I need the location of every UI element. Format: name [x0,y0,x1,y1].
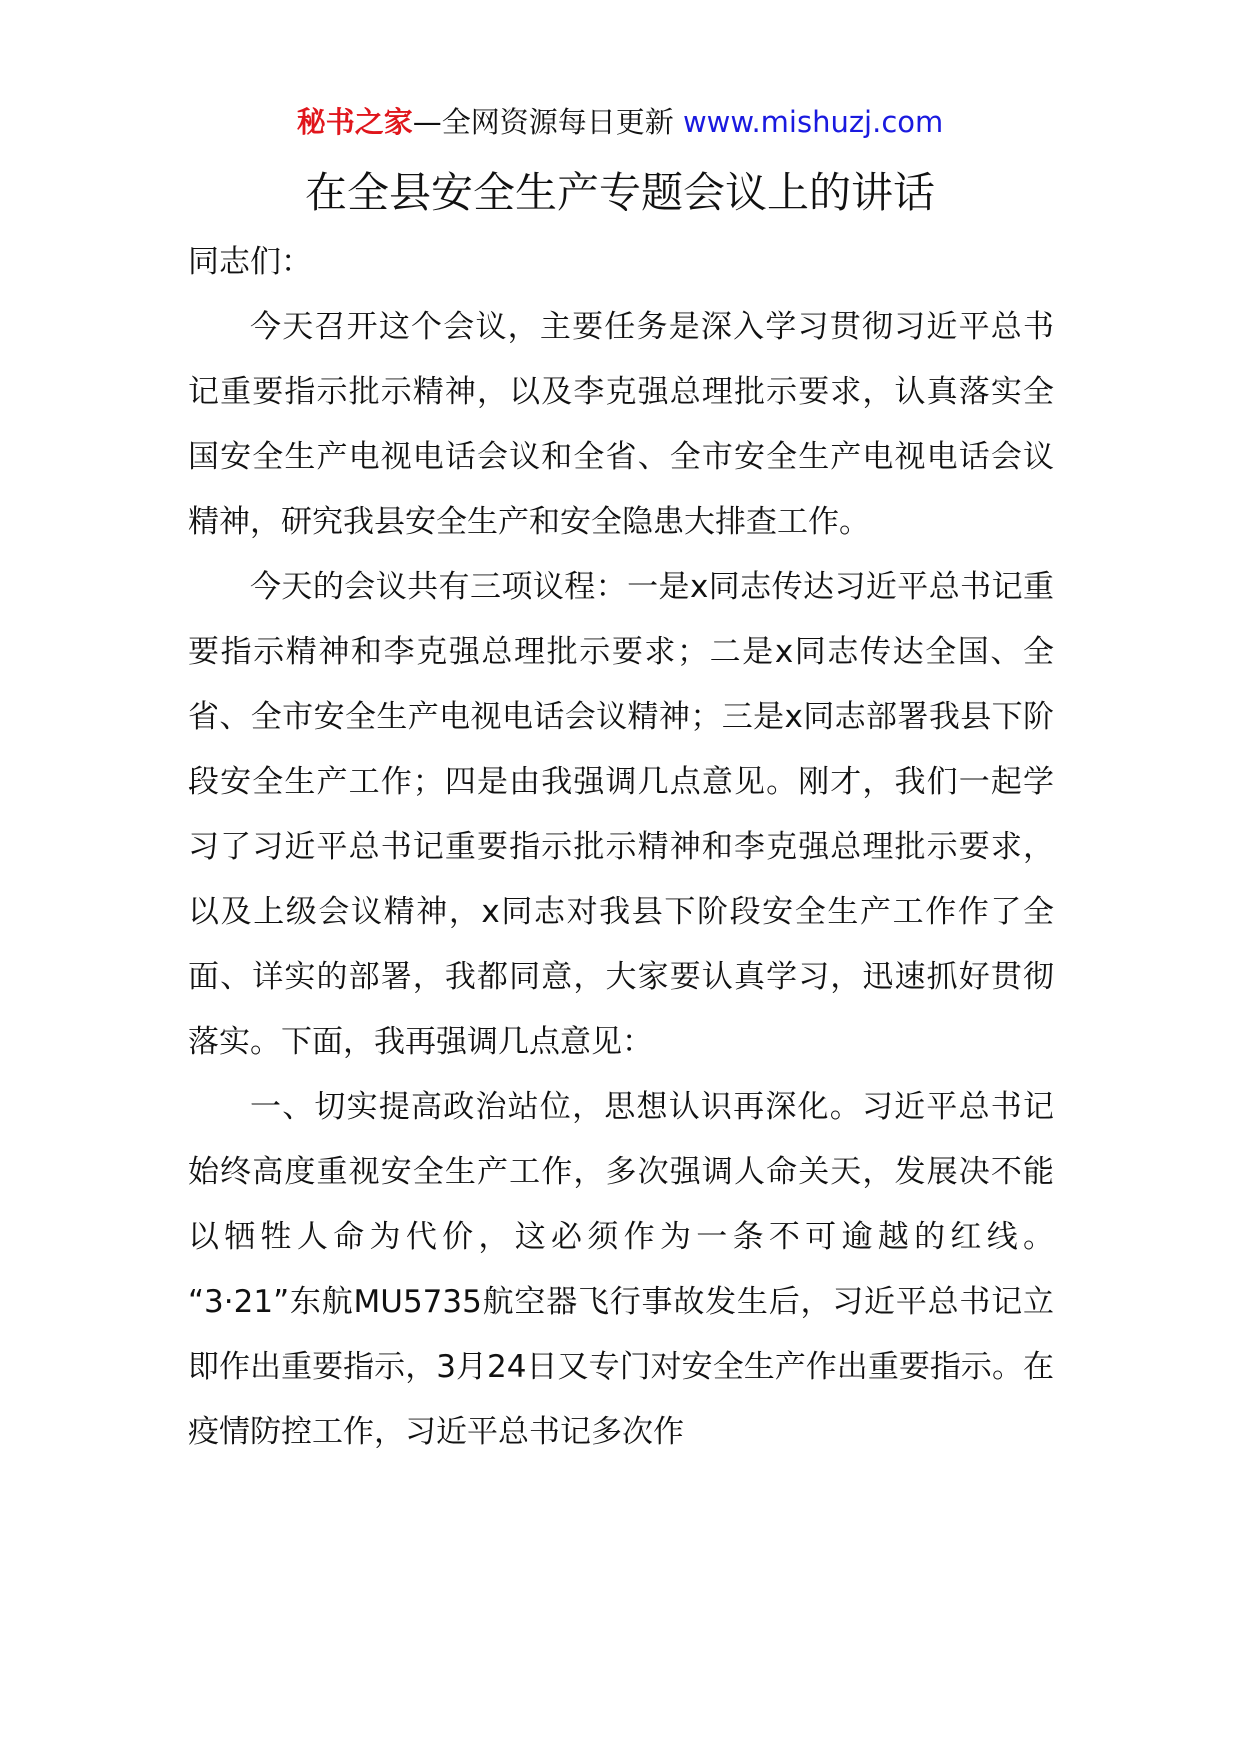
salutation: 同志们： [188,244,312,280]
site-slogan: —全网资源每日更新 [412,105,674,139]
section-1-heading: 一、切实提高政治站位，思想认识再深化。 [250,1089,862,1125]
section-1-text: 习近平总书记始终高度重视安全生产工作，多次强调人命关天，发展决不能以牺牲人命为代价，这必须作为一条不可逾越的红线。 “3·21”东航MU5735航空器飞行事故发生后，习近平总书记立即作出重要指示，3月24日又专门对安全生产作出重要指示。在疫情防控工作，习近平总书记多次作 [188,1089,1055,1450]
site-brand: 秘书之家 [296,105,413,139]
site-url-link[interactable]: www.mishuzj.com [682,105,944,139]
site-header [0,102,1240,142]
document-body [188,230,1054,1465]
paragraph-agenda: 今天的会议共有三项议程：一是x同志传达习近平总书记重要指示精神和李克强总理批示要求；二是x同志传达全国、全省、全市安全生产电视电话会议精神；三是x同志部署我县下阶段安全生产工作；四是由我强调几点意见。刚才，我们一起学习了习近平总书记重要指示批示精神和李克强总理批示要求，以及上级会议精神，x同志对我县下阶段安全生产工作作了全面、详实的部署，我都同意，大家要认真学习，迅速抓好贯彻落实。下面，我再强调几点意见： [188,569,1054,1060]
paragraph-opening: 今天召开这个会议，主要任务是深入学习贯彻习近平总书记重要指示批示精神，以及李克强总理批示要求，认真落实全国安全生产电视电话会议和全省、全市安全生产电视电话会议精神，研究我县安全生产和安全隐患大排查工作。 [188,309,1054,540]
section-1-paragraph [188,1075,1054,1465]
document-title: 在全县安全生产专题会议上的讲话 [304,168,935,217]
